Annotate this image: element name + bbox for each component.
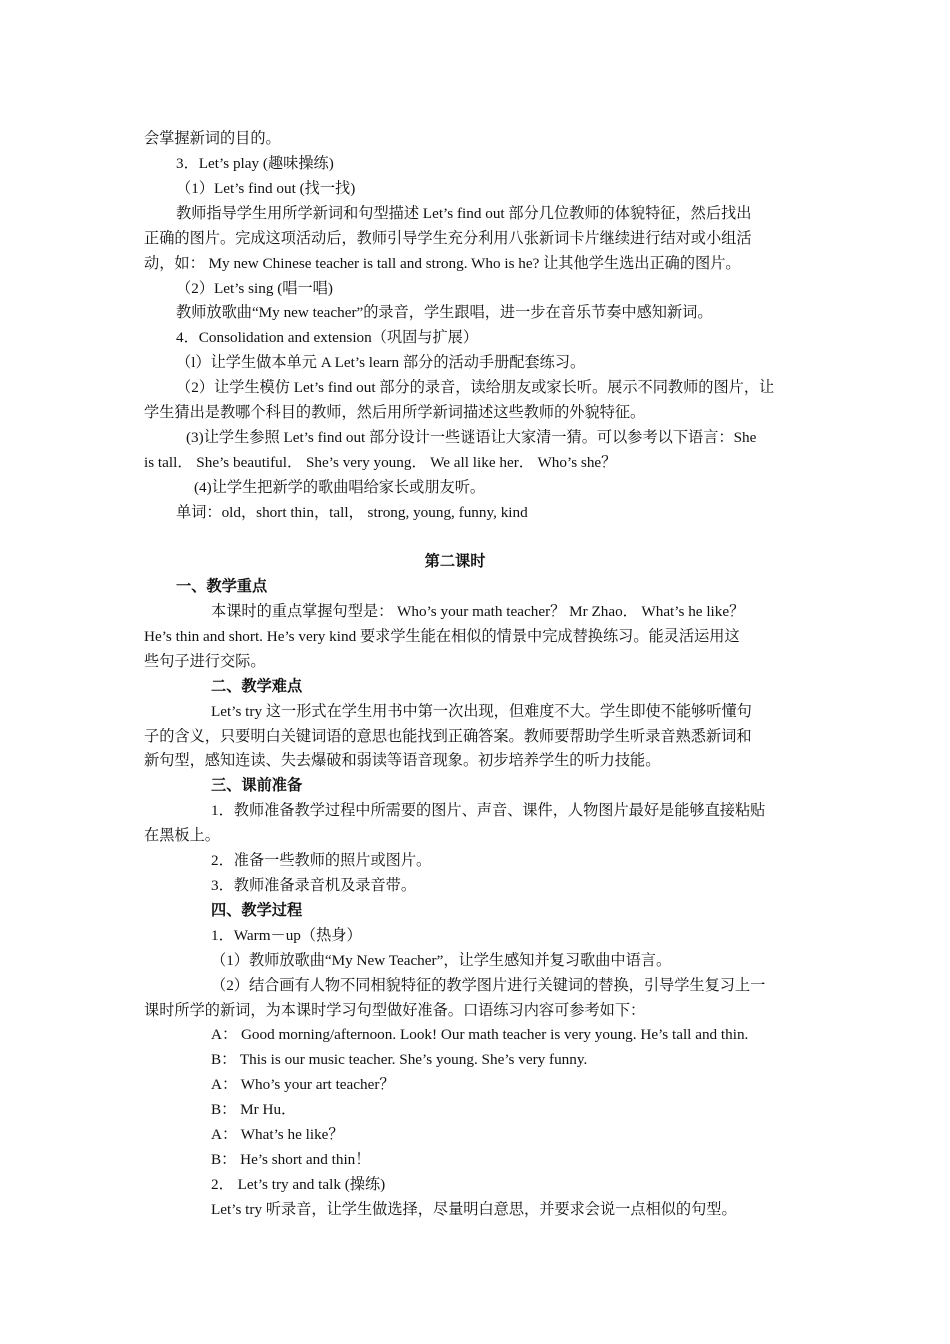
text-line: （2）结合画有人物不同相貌特征的教学图片进行关键词的替换，引导学生复习上一: [211, 977, 766, 994]
text-line: （2）让学生模仿 Let’s find out 部分的录音，读给朋友或家长听。展示不同教师的图片，让: [176, 379, 775, 396]
text-line: 新句型，感知连读、失去爆破和弱读等语音现象。初步培养学生的听力技能。: [144, 752, 661, 769]
section-heading: 4．Consolidation and extension（巩固与扩展）: [176, 329, 479, 346]
text-line: 1．教师准备教学过程中所需要的图片、声音、课件，人物图片最好是能够直接粘贴: [211, 802, 766, 819]
text-line: 正确的图片。完成这项活动后，教师引导学生充分利用八张新词卡片继续进行结对或小组活: [144, 230, 752, 247]
section-heading: 四、教学过程: [211, 902, 303, 919]
text-line: （l）让学生做本单元 A Let’s learn 部分的活动手册配套练习。: [176, 354, 586, 371]
subsection-heading: 1．Warm－up（热身）: [211, 927, 362, 944]
lesson-title: 第二课时: [424, 553, 486, 570]
text-line: （1）教师放歌曲“My New Teacher”，让学生感知并复习歌曲中语言。: [211, 952, 672, 969]
text-line: 些句子进行交际。: [144, 653, 266, 670]
text-line: Let’s try 听录音，让学生做选择，尽量明白意思，并要求会说一点相似的句型。: [211, 1201, 737, 1218]
text-line: 动，如： My new Chinese teacher is tall and strong. Who is he? 让其他学生选出正确的图片。: [144, 255, 741, 272]
section-heading: 二、教学难点: [211, 678, 303, 695]
text-line: He’s thin and short. He’s very kind 要求学生能在相似的情景中完成替换练习。能灵活运用这: [144, 628, 740, 645]
dialogue-line: B： He’s short and thin！: [211, 1151, 371, 1168]
dialogue-line: A： What’s he like？: [211, 1126, 344, 1143]
section-heading: 3．Let’s play (趣味操练): [176, 155, 334, 172]
text-line: is tall． She’s beautiful． She’s very young． We all like her． Who’s she？: [144, 454, 617, 471]
text-line: 2．准备一些教师的照片或图片。: [211, 852, 432, 869]
text-line: 课时所学的新词，为本课时学习句型做好准备。口语练习内容可参考如下：: [144, 1002, 646, 1019]
section-heading: 一、教学重点: [176, 578, 268, 595]
text-line: (4)让学生把新学的歌曲唱给家长或朋友听。: [194, 479, 486, 496]
text-line: 子的含义，只要明白关键词语的意思也能找到正确答案。教师要帮助学生听录音熟悉新词和: [144, 728, 752, 745]
text-line: 学生猜出是教哪个科目的教师，然后用所学新词描述这些教师的外貌特征。: [144, 404, 646, 421]
text-line: (3)让学生参照 Let’s find out 部分设计一些谜语让大家清一猜。可以参考以下语言：She: [186, 429, 757, 446]
text-line: 3．教师准备录音机及录音带。: [211, 877, 417, 894]
subsection-heading: （1）Let’s find out (找一找): [176, 180, 356, 197]
vocabulary-line: 单词：old，short thin，tall， strong, young, funny, kind: [176, 504, 528, 521]
text-line: 本课时的重点掌握句型是： Who’s your math teacher？ Mr Zhao． What’s he like？: [211, 603, 745, 620]
dialogue-line: B： Mr Hu．: [211, 1101, 297, 1118]
subsection-heading: （2）Let’s sing (唱一唱): [176, 280, 333, 297]
subsection-heading: 2． Let’s try and talk (操练): [211, 1176, 386, 1193]
text-line: 教师放歌曲“My new teacher”的录音，学生跟唱，进一步在音乐节奏中感知新词。: [176, 304, 713, 321]
text-line: 在黑板上。: [144, 827, 220, 844]
dialogue-line: A： Who’s your art teacher？: [211, 1076, 395, 1093]
text-line: 会掌握新词的目的。: [144, 130, 281, 147]
dialogue-line: B： This is our music teacher. She’s young. She’s very funny.: [211, 1051, 588, 1068]
text-line: 教师指导学生用所学新词和句型描述 Let’s find out 部分几位教师的体貌特征，然后找出: [176, 205, 752, 222]
section-heading: 三、课前准备: [211, 777, 303, 794]
text-line: Let’s try 这一形式在学生用书中第一次出现，但难度不大。学生即使不能够听懂句: [211, 703, 752, 720]
dialogue-line: A： Good morning/afternoon. Look! Our math teacher is very young. He’s tall and thin.: [211, 1026, 749, 1043]
